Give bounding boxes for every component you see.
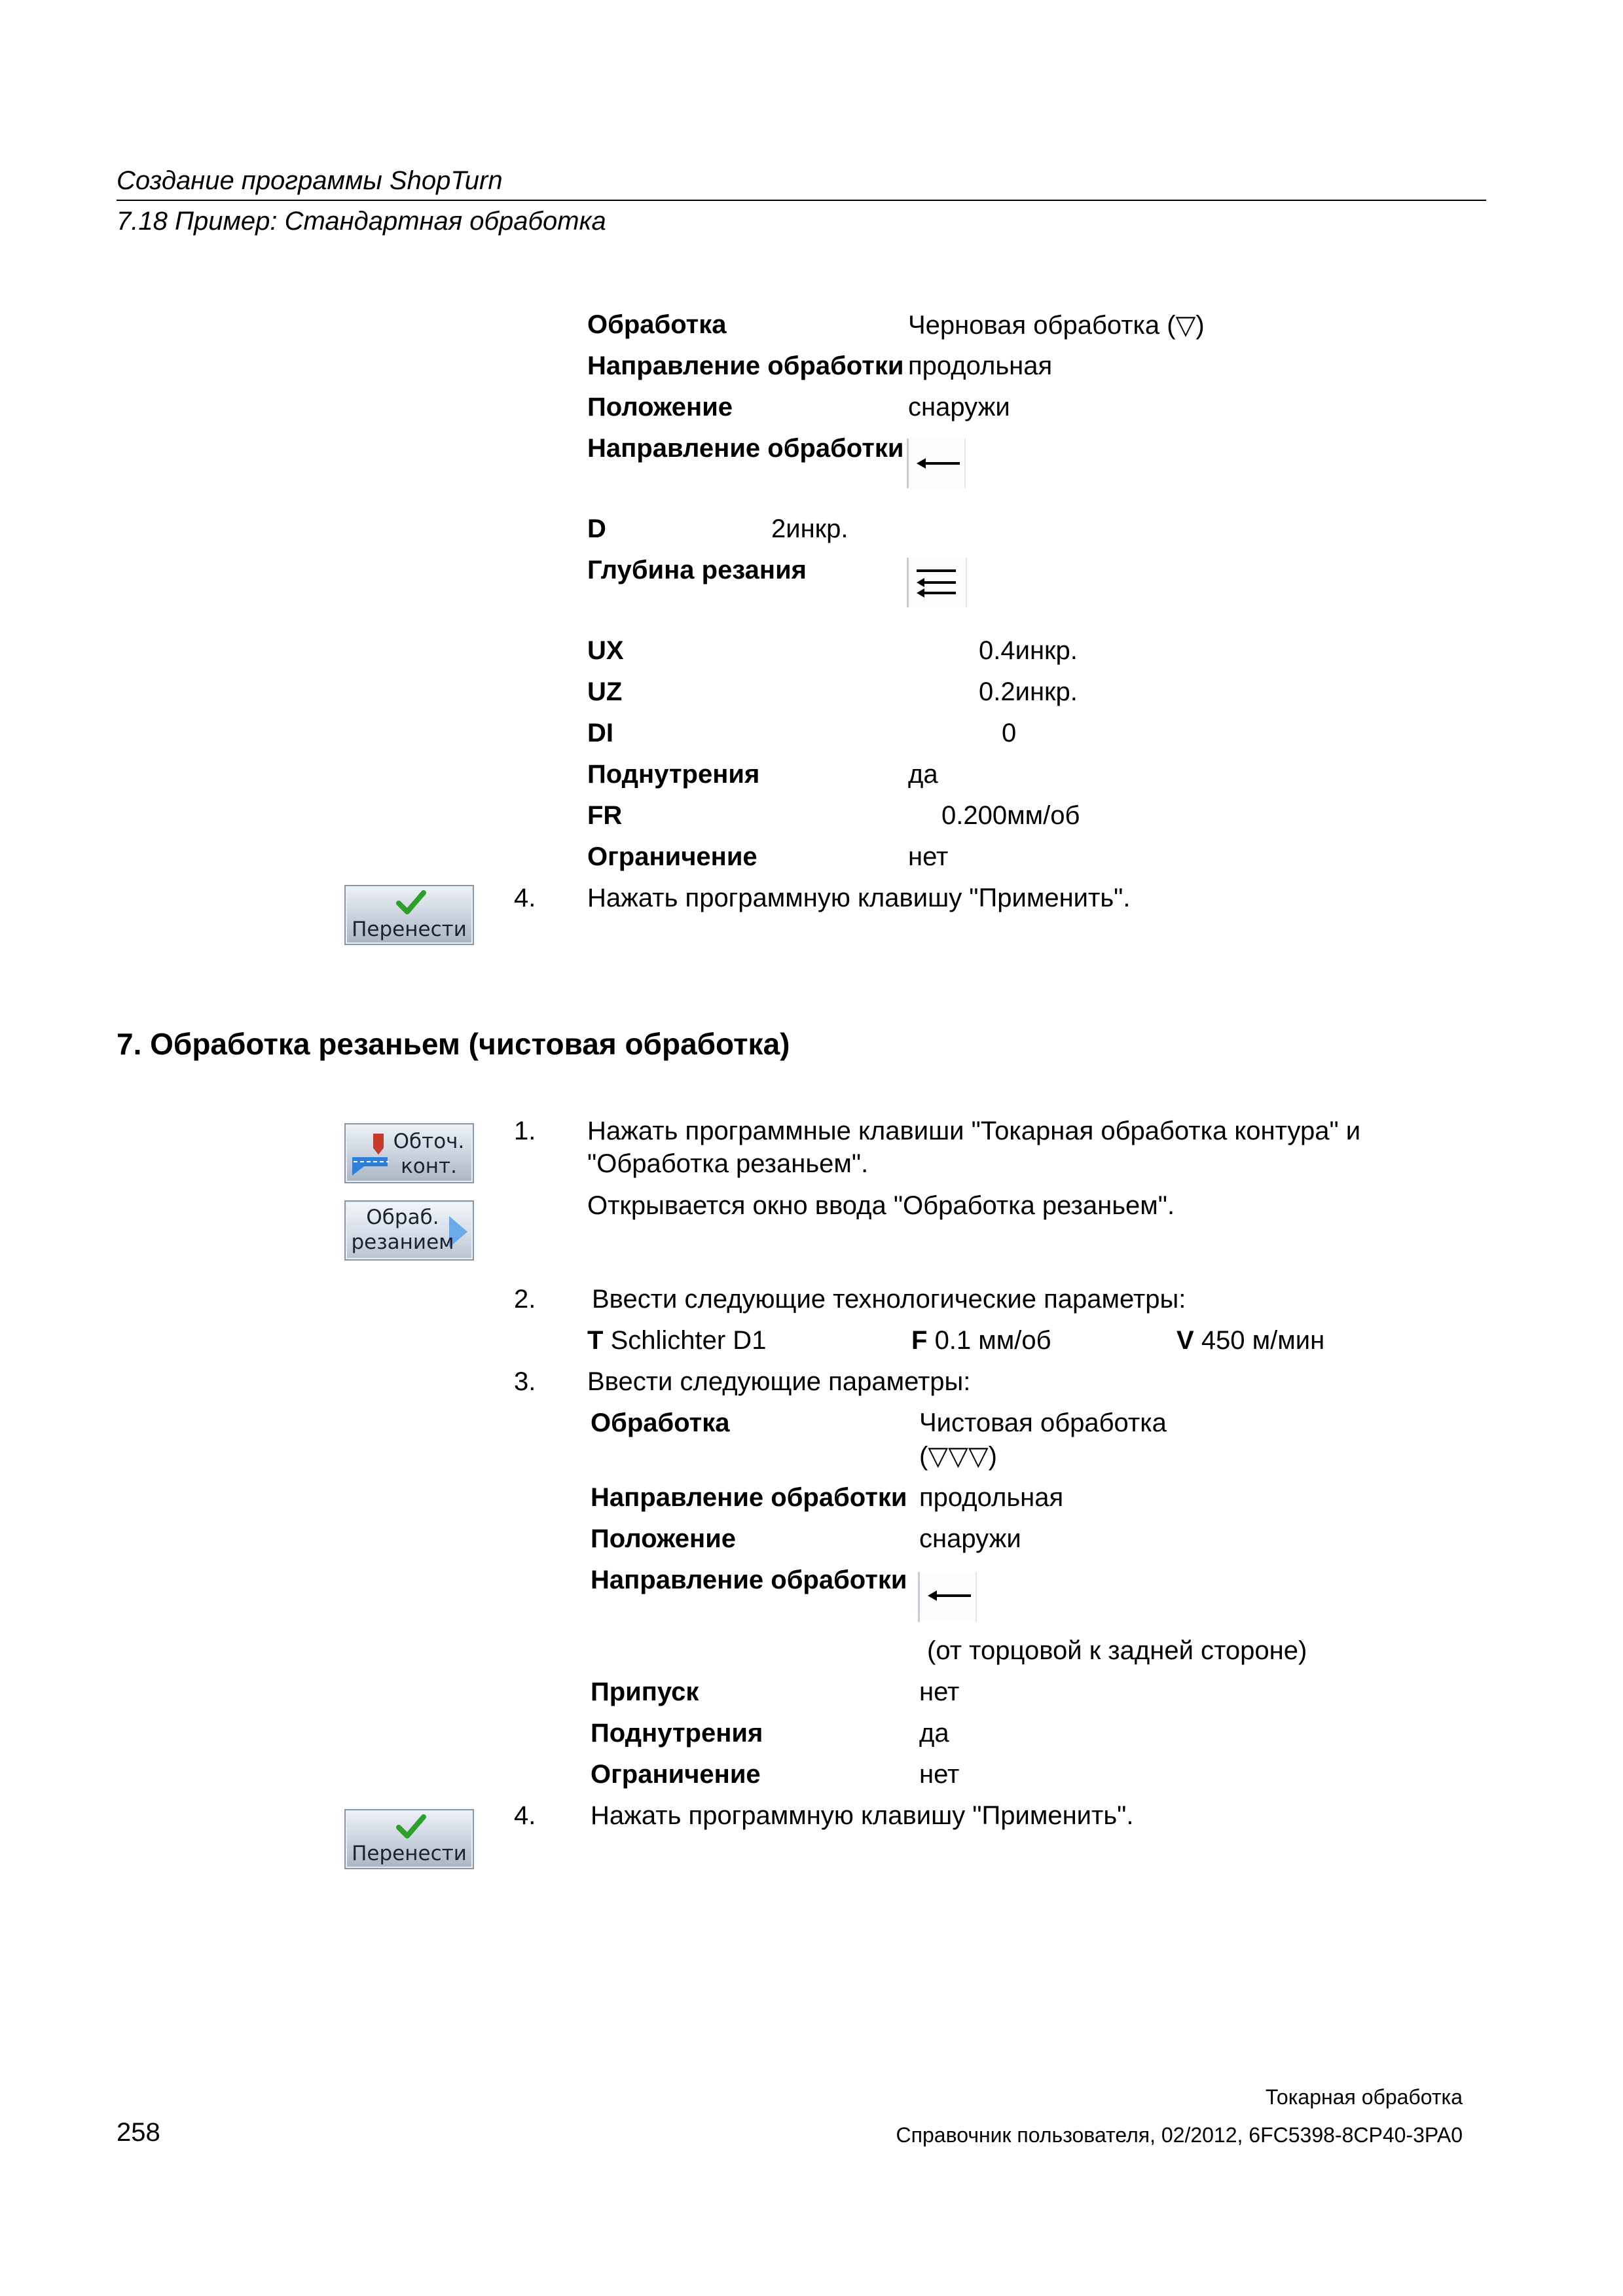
param-position-value: снаружи: [908, 393, 1010, 422]
tech-f-key: F: [911, 1326, 928, 1355]
param-limit-value: нет: [908, 842, 949, 871]
checkmark-icon: [395, 889, 428, 916]
param-limit-label: Ограничение: [587, 842, 757, 871]
step4a-text: Нажать программную клавишу "Применить".: [587, 884, 1131, 912]
step2-number: 2.: [514, 1285, 536, 1314]
param2-processing-value-1: Чистовая обработка: [919, 1408, 1167, 1437]
apply-softkey[interactable]: [344, 1809, 474, 1869]
contour-turning-label-2: конт.: [401, 1155, 457, 1178]
depth-arrows-icon: [907, 558, 967, 607]
plunge-cutting-softkey[interactable]: [344, 1200, 474, 1261]
arrow-left-icon: [918, 1572, 977, 1622]
param-depth-label: Глубина резания: [587, 556, 807, 584]
param-position-label: Положение: [587, 393, 733, 422]
checkmark-icon: [395, 1813, 428, 1840]
param-ux-label: UX: [587, 636, 624, 665]
tech-v-key: V: [1176, 1326, 1194, 1355]
header-title: Создание программы ShopTurn: [117, 166, 503, 195]
step4b-text: Нажать программную клавишу "Применить".: [591, 1801, 1134, 1830]
param-di-value: 0: [1002, 719, 1017, 747]
param-direction-value: продольная: [908, 351, 1053, 380]
contour-turning-label-1: Обточ.: [393, 1130, 465, 1153]
header-rule: [117, 200, 1486, 201]
param2-position-label: Положение: [591, 1524, 737, 1553]
param-processing-label: Обработка: [587, 310, 727, 339]
param-direction-label: Направление обработки: [587, 351, 904, 380]
tech-f: [911, 1326, 1051, 1355]
tech-v-value: 450 м/мин: [1201, 1326, 1325, 1355]
step1-number: 1.: [514, 1117, 536, 1145]
param2-undercut-value: да: [919, 1719, 949, 1748]
step1-line1: Нажать программные клавиши "Токарная обработка контура" и: [587, 1117, 1361, 1145]
param-direction2-label: Направление обработки: [587, 434, 904, 463]
apply-softkey[interactable]: [344, 885, 474, 945]
param-di-label: DI: [587, 719, 613, 747]
param-undercut-label: Поднутрения: [587, 760, 760, 789]
header-subtitle: 7.18 Пример: Стандартная обработка: [117, 207, 606, 236]
footer-chapter: Токарная обработка: [1265, 2085, 1463, 2109]
step2-text: Ввести следующие технологические параметры:: [592, 1285, 1186, 1314]
param-ux-value: 0.4инкр.: [979, 636, 1078, 665]
param-undercut-value: да: [908, 760, 938, 789]
param2-processing-label: Обработка: [591, 1408, 730, 1437]
step1-line3: Открывается окно ввода "Обработка резаньем".: [587, 1191, 1175, 1220]
apply-softkey-label: Перенести: [352, 1842, 467, 1865]
section-heading: 7. Обработка резаньем (чистовая обработка): [117, 1027, 790, 1061]
param2-limit-label: Ограничение: [591, 1760, 761, 1789]
param-d-value: 2инкр.: [771, 514, 848, 543]
step1-line2: "Обработка резаньем".: [587, 1149, 869, 1178]
param-uz-value: 0.2инкр.: [979, 677, 1078, 706]
param-fr-value: 0.200мм/об: [941, 801, 1080, 830]
tech-t-value: Schlichter D1: [610, 1326, 767, 1355]
tech-t: [587, 1326, 766, 1355]
param2-processing-value-2: (▽▽▽): [919, 1442, 997, 1471]
param-processing-value: Черновая обработка (▽): [908, 311, 1205, 340]
contour-turning-softkey[interactable]: [344, 1123, 474, 1183]
param-uz-label: UZ: [587, 677, 623, 706]
footer-manual: Справочник пользователя, 02/2012, 6FC5398-8CP40-3PA0: [896, 2123, 1463, 2147]
page-number: 258: [117, 2118, 160, 2147]
param2-direction-value: продольная: [919, 1483, 1064, 1512]
step3-number: 3.: [514, 1367, 536, 1396]
apply-softkey-label: Перенести: [352, 918, 467, 941]
param2-direction2-label: Направление обработки: [591, 1566, 907, 1594]
step4b-number: 4.: [514, 1801, 536, 1830]
arrow-left-icon: [907, 439, 966, 488]
param2-direction-label: Направление обработки: [591, 1483, 907, 1512]
tech-v: [1176, 1326, 1324, 1355]
plunge-cutting-label-1: Обраб.: [366, 1206, 439, 1229]
param-fr-label: FR: [587, 801, 623, 830]
param2-allowance-label: Припуск: [591, 1677, 699, 1706]
tech-f-value: 0.1 мм/об: [934, 1326, 1051, 1355]
tech-t-key: T: [587, 1326, 604, 1355]
param2-direction2-note: (от торцовой к задней стороне): [927, 1636, 1307, 1665]
plunge-cutting-label-2: резанием: [351, 1230, 454, 1254]
step4a-number: 4.: [514, 884, 536, 912]
param2-undercut-label: Поднутрения: [591, 1719, 763, 1748]
param2-position-value: снаружи: [919, 1524, 1021, 1553]
param2-limit-value: нет: [919, 1760, 960, 1789]
param-d-label: D: [587, 514, 606, 543]
step3-text: Ввести следующие параметры:: [587, 1367, 971, 1396]
param2-allowance-value: нет: [919, 1677, 960, 1706]
